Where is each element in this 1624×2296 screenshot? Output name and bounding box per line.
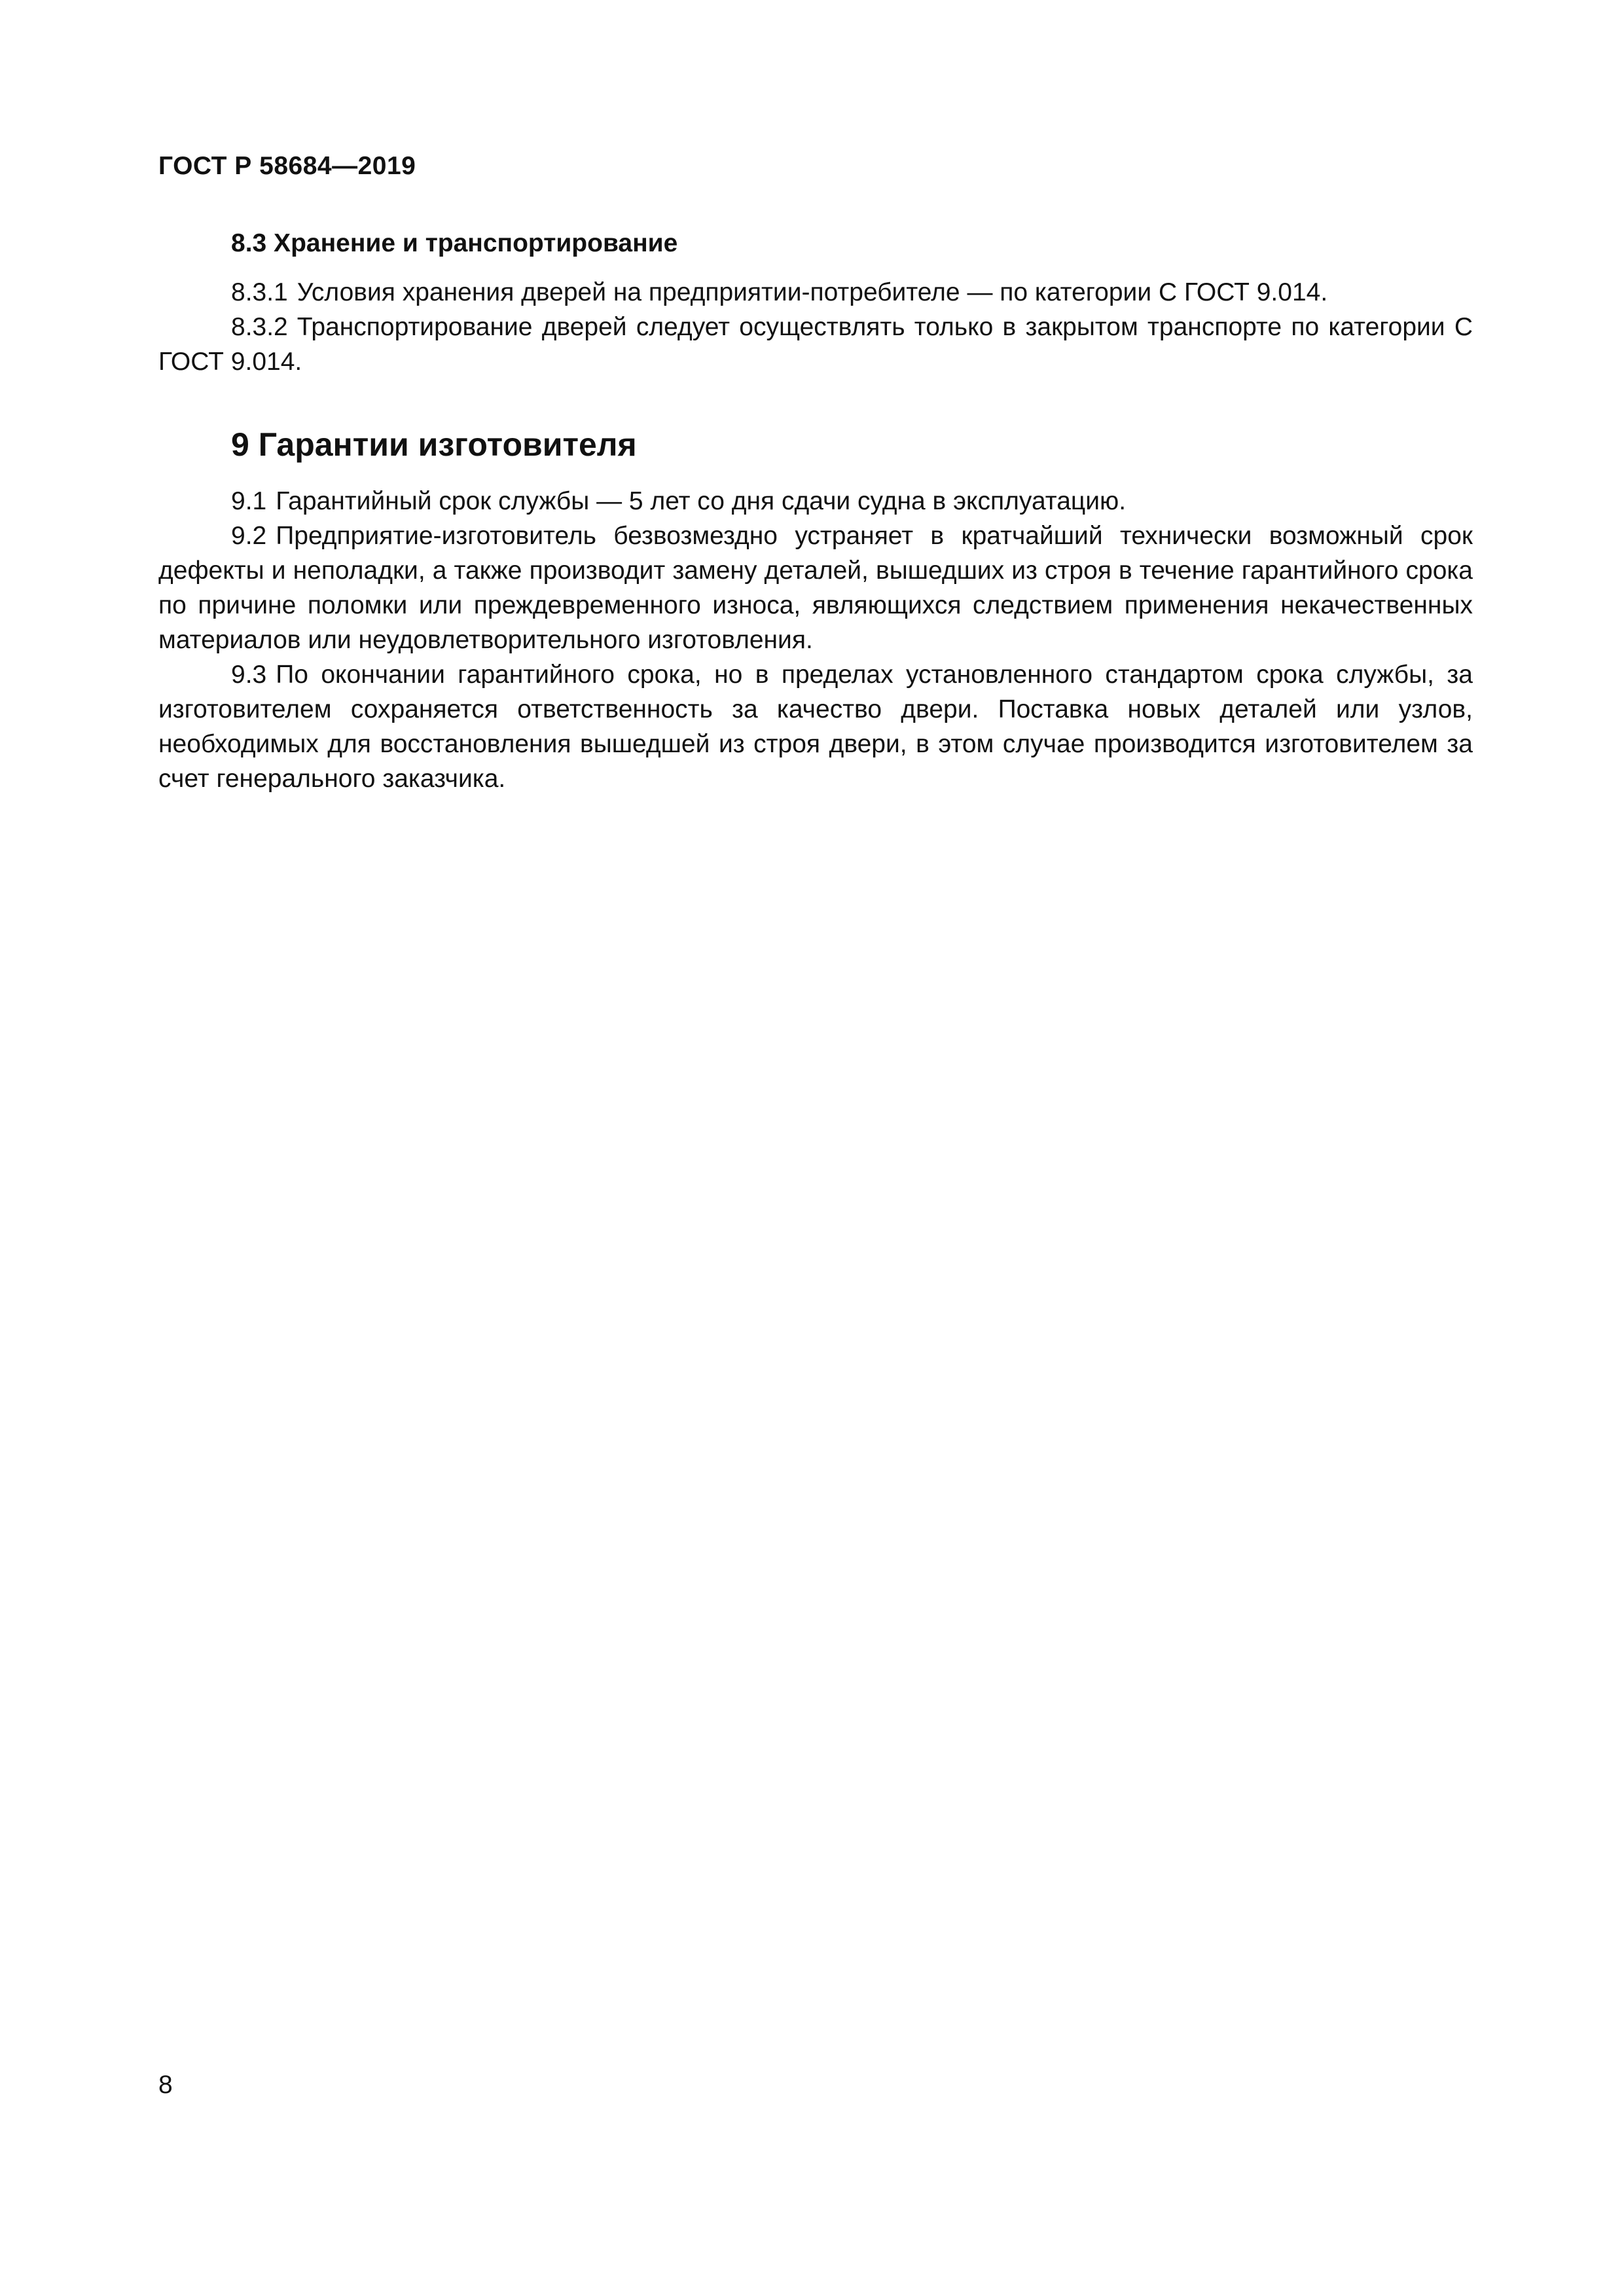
- paragraph-9-3: [158, 657, 1473, 796]
- page-content: [158, 226, 1473, 796]
- paragraph-number: 9.2: [231, 522, 267, 550]
- paragraph-text: Транспортирование дверей следует осуществлять только в закрытом транспорте по категории С ГОСТ 9.014.: [158, 313, 1473, 376]
- paragraph-text: По окончании гарантийного срока, но в пределах установленного стандартом срока службы, за изготовителем сохраняется ответственность за качество двери. Поставка новых деталей или узлов, необходимых для восстановления вышедшей из строя двери, в этом случае производится изготовителем за счет генерального заказчика.: [158, 661, 1473, 793]
- page-number: 8: [158, 2071, 173, 2099]
- paragraph-text: Гарантийный срок службы — 5 лет со дня сдачи судна в эксплуатацию.: [276, 487, 1127, 515]
- paragraph-number: 8.3.1: [231, 278, 288, 306]
- paragraph-number: 8.3.2: [231, 313, 288, 341]
- paragraph-number: 9.3: [231, 661, 267, 689]
- paragraph-9-2: [158, 519, 1473, 657]
- paragraph-number: 9.1: [231, 487, 267, 515]
- paragraph-text: Условия хранения дверей на предприятии-потребителе — по категории С ГОСТ 9.014.: [297, 278, 1328, 306]
- subsection-title-8-3: 8.3 Хранение и транспортирование: [231, 229, 678, 257]
- paragraph-9-1: [158, 484, 1473, 519]
- section-title-9: 9 Гарантии изготовителя: [231, 426, 637, 463]
- paragraph-8-3-1: [158, 275, 1473, 310]
- paragraph-text: Предприятие-изготовитель безвозмездно устраняет в кратчайший технически возможный срок дефекты и неполадки, а также производит замену деталей, вышедших из строя в течение гарантийного срока по причине поломки или преждевременного износа, являющихся следствием применения некачественных материалов или неудовлетворительного изготовления.: [158, 522, 1473, 654]
- standard-code: ГОСТ Р 58684—2019: [158, 152, 416, 180]
- paragraph-8-3-2: [158, 310, 1473, 379]
